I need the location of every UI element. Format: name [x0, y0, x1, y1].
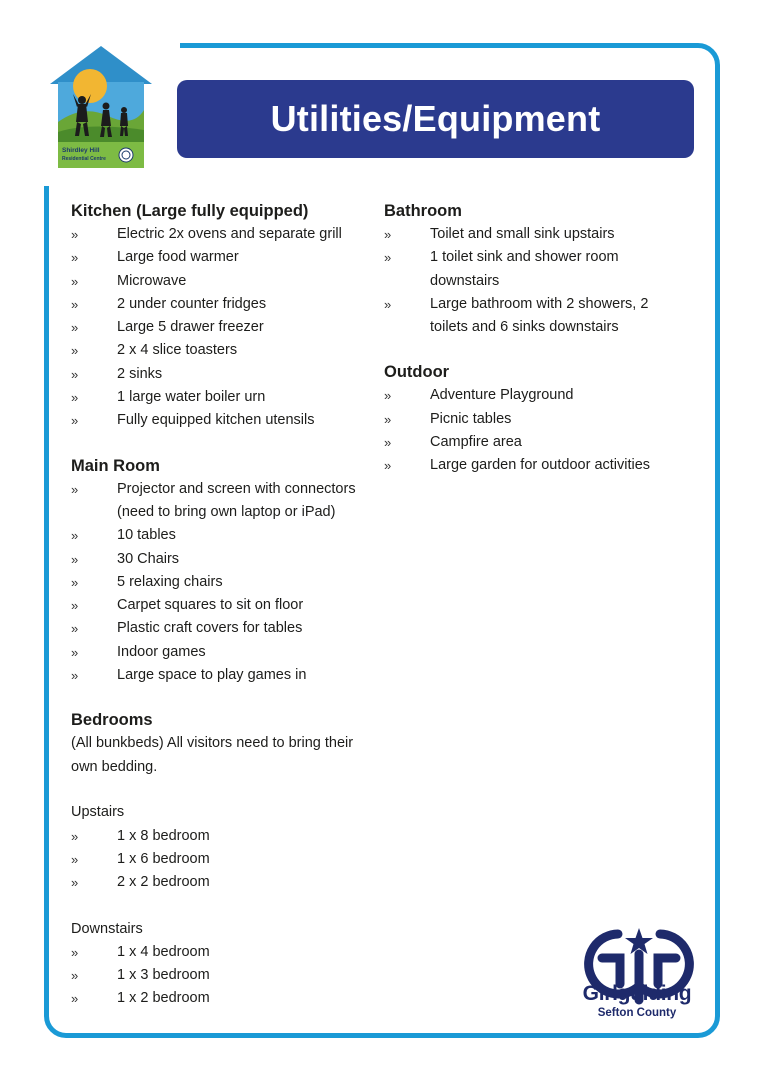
bullet-icon: »: [71, 598, 79, 614]
list-item-text: Indoor games: [117, 643, 206, 660]
brand-county: Sefton County: [597, 1007, 677, 1019]
list-item-text: Carpet squares to sit on floor: [117, 597, 304, 614]
list-item-text: 30 Chairs: [117, 550, 180, 567]
bullet-icon: »: [71, 551, 79, 567]
list-item: [71, 594, 371, 617]
list-item: [71, 270, 371, 293]
list-item: [71, 409, 371, 432]
bullet-icon: »: [384, 250, 392, 266]
list-item: [71, 478, 371, 525]
list-item-text: Toilet and small sink upstairs: [430, 226, 615, 242]
bullet-icon: »: [384, 296, 392, 312]
list-item-text: Microwave: [117, 272, 187, 289]
list-item: [71, 987, 371, 1010]
main-room-section: [71, 454, 371, 688]
list-item-text: 2 under counter fridges: [117, 295, 267, 312]
bathroom-heading: Bathroom: [384, 202, 462, 220]
list-item-text: Projector and screen with connectors (need to bring own laptop or iPad): [117, 480, 356, 520]
list-item: [71, 363, 371, 386]
list-item-text: 1 toilet sink and shower room downstairs: [430, 249, 619, 289]
list-item-text: Large space to play games in: [117, 667, 307, 684]
list-item-text: Large food warmer: [117, 249, 239, 266]
list-item: [384, 454, 684, 477]
bullet-icon: »: [71, 828, 79, 844]
main-room-heading: Main Room: [71, 456, 160, 475]
outdoor-list: [384, 384, 684, 477]
bullet-icon: »: [384, 411, 392, 427]
bullet-icon: »: [71, 250, 79, 266]
list-item-text: 1 x 4 bedroom: [117, 943, 210, 960]
bullet-icon: »: [71, 227, 79, 242]
bullet-icon: »: [71, 968, 79, 984]
left-column: [71, 199, 371, 1032]
main-room-list: [71, 478, 371, 688]
list-item: [71, 524, 371, 547]
bullet-icon: »: [71, 481, 79, 497]
list-item: [71, 571, 371, 594]
downstairs-label: Downstairs: [71, 920, 143, 937]
shirdley-hill-logo: [48, 44, 154, 170]
list-item-text: Electric 2x ovens and separate grill: [117, 226, 342, 242]
list-item: [71, 964, 371, 987]
bullet-icon: »: [71, 875, 79, 891]
list-item: [71, 316, 371, 339]
bullet-icon: »: [71, 944, 79, 960]
logo-name-line1: Shirdley Hill: [62, 147, 100, 154]
list-item-text: Picnic tables: [430, 410, 512, 427]
list-item: [71, 664, 371, 687]
bathroom-section: [384, 199, 684, 339]
list-item: [71, 848, 371, 871]
bullet-icon: »: [71, 528, 79, 544]
bullet-icon: »: [71, 991, 79, 1007]
list-item-text: 1 large water boiler urn: [117, 389, 266, 406]
list-item-text: 1 x 8 bedroom: [117, 827, 210, 844]
list-item-text: Adventure Playground: [430, 387, 574, 404]
list-item: [71, 246, 371, 269]
list-item: [384, 431, 684, 454]
bullet-icon: »: [71, 273, 79, 289]
list-item: [71, 386, 371, 409]
bedrooms-heading: Bedrooms: [71, 711, 153, 730]
bullet-icon: »: [71, 413, 79, 429]
bullet-icon: »: [71, 574, 79, 590]
list-item: [71, 641, 371, 664]
outdoor-section: [384, 360, 684, 477]
bullet-icon: »: [71, 320, 79, 336]
downstairs-list: [71, 941, 371, 1011]
list-item: [384, 246, 684, 293]
list-item: [71, 825, 371, 848]
list-item-text: 2 x 4 slice toasters: [117, 342, 238, 359]
list-item: [71, 223, 371, 246]
list-item: [384, 293, 684, 340]
list-item: [384, 223, 684, 246]
list-item-text: Plastic craft covers for tables: [117, 620, 303, 637]
list-item-text: 1 x 6 bedroom: [117, 850, 210, 867]
list-item-text: Campfire area: [430, 434, 522, 451]
bullet-icon: »: [71, 644, 79, 660]
upstairs-list: [71, 825, 371, 895]
list-item-text: Large garden for outdoor activities: [430, 457, 651, 474]
bullet-icon: »: [71, 343, 79, 359]
list-item-text: 2 x 2 bedroom: [117, 874, 210, 891]
title-bar: [177, 80, 694, 158]
list-item-text: 1 x 3 bedroom: [117, 967, 210, 984]
upstairs-label: Upstairs: [71, 804, 125, 821]
bullet-icon: »: [71, 621, 79, 637]
list-item: [71, 871, 371, 894]
bullet-icon: »: [71, 851, 79, 867]
list-item-text: Fully equipped kitchen utensils: [117, 412, 315, 429]
list-item: [384, 384, 684, 407]
outdoor-heading: Outdoor: [384, 363, 450, 382]
list-item: [384, 408, 684, 431]
kitchen-heading: Kitchen (Large fully equipped): [71, 202, 309, 220]
list-item-text: Large bathroom with 2 showers, 2 toilets and 6 sinks downstairs: [430, 295, 649, 336]
list-item: [71, 548, 371, 571]
right-column: [384, 199, 684, 499]
bullet-icon: »: [71, 390, 79, 406]
list-item-text: Large 5 drawer freezer: [117, 319, 264, 336]
list-item: [71, 941, 371, 964]
kitchen-list: [71, 223, 371, 433]
bedrooms-section: [71, 708, 371, 1010]
list-item: [71, 293, 371, 316]
list-item-text: 5 relaxing chairs: [117, 573, 223, 590]
list-item: [71, 617, 371, 640]
girlguiding-brand-name: Girlguiding: [582, 982, 692, 1005]
list-item-text: 1 x 2 bedroom: [117, 990, 210, 1007]
list-item-text: 2 sinks: [117, 365, 163, 382]
bullet-icon: »: [71, 296, 79, 312]
bullet-icon: »: [384, 227, 392, 242]
bullet-icon: »: [71, 366, 79, 382]
bullet-icon: »: [384, 458, 392, 474]
list-item-text: 10 tables: [117, 527, 176, 544]
bullet-icon: »: [384, 435, 392, 451]
logo-name-line2: Residential Centre: [62, 156, 106, 162]
list-item: [71, 339, 371, 362]
page-title: Utilities/Equipment: [270, 98, 601, 139]
bedrooms-note: (All bunkbeds) All visitors need to bring their own bedding.: [71, 735, 354, 775]
bullet-icon: »: [384, 388, 392, 404]
kitchen-section: [71, 199, 371, 433]
bullet-icon: »: [71, 668, 79, 684]
bathroom-list: [384, 223, 684, 339]
